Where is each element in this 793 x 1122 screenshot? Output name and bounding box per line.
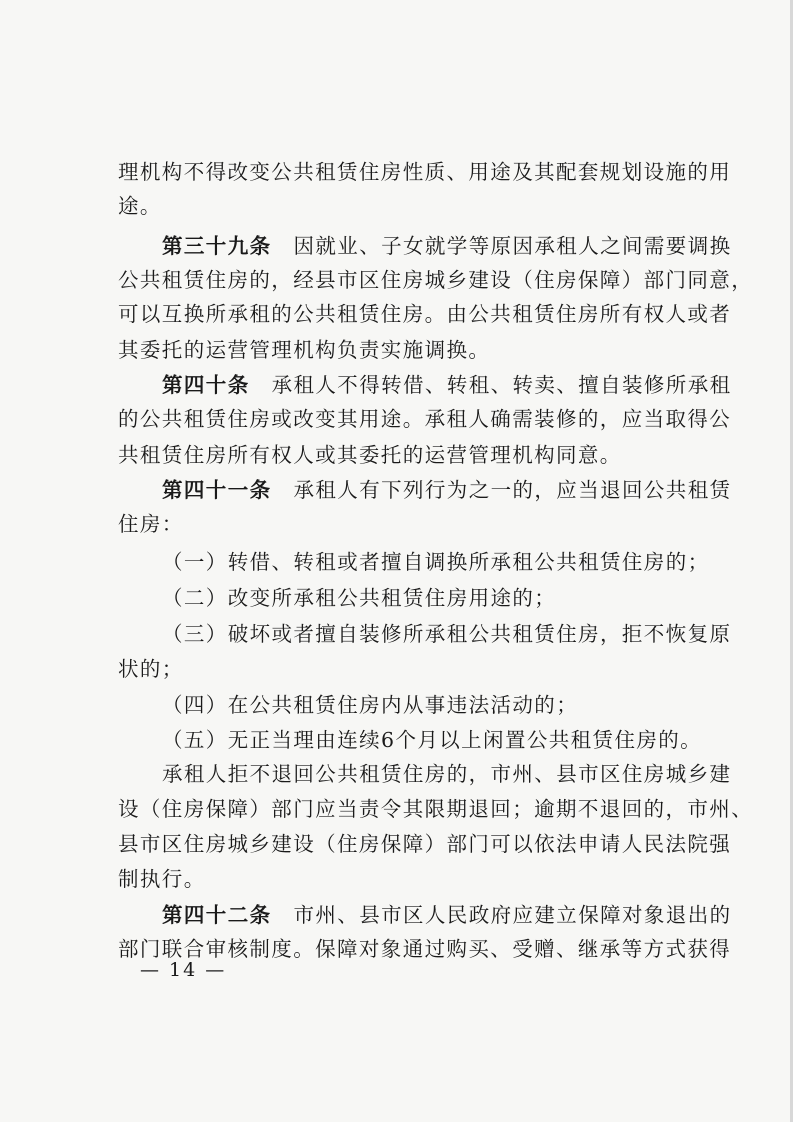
body-line: 共租赁住房所有权人或其委托的运营管理机构同意。	[118, 443, 622, 467]
body-line: 县市区住房城乡建设（住房保障）部门可以依法申请人民法院强	[118, 832, 732, 856]
article-heading: 第三十九条	[162, 234, 272, 258]
article-heading: 第四十二条	[162, 903, 272, 927]
page-number: — 14 —	[140, 959, 227, 981]
list-item: （一）转借、转租或者擅自调换所承租公共租赁住房的；	[162, 550, 710, 574]
list-item: （三）破坏或者擅自装修所承租公共租赁住房，拒不恢复原	[162, 622, 732, 646]
body-line: 住房：	[118, 512, 184, 536]
list-item: （四）在公共租赁住房内从事违法活动的；	[162, 693, 579, 717]
body-line: 公共租赁住房的，经县市区住房城乡建设（住房保障）部门同意，	[118, 268, 754, 292]
article-41-line: 第四十一条 承租人有下列行为之一的，应当退回公共租赁	[162, 478, 732, 502]
body-line: 状的；	[118, 657, 184, 681]
list-item: （二）改变所承租公共租赁住房用途的；	[162, 586, 557, 610]
body-line: 制执行。	[118, 867, 206, 891]
body-line: 部门联合审核制度。保障对象通过购买、受赠、继承等方式获得	[118, 937, 732, 961]
body-line: 其委托的运营管理机构负责实施调换。	[118, 338, 491, 362]
body-line: 的公共租赁住房或改变其用途。承租人确需装修的，应当取得公	[118, 407, 732, 431]
list-item: （五）无正当理由连续6个月以上闲置公共租赁住房的。	[162, 728, 703, 752]
body-line: 承租人拒不退回公共租赁住房的，市州、县市区住房城乡建	[162, 762, 732, 786]
body-line: 可以互换所承租的公共租赁住房。由公共租赁住房所有权人或者	[118, 302, 732, 326]
body-line: 设（住房保障）部门应当责令其限期退回；逾期不退回的，市州、	[118, 797, 754, 821]
article-39-line: 第三十九条 因就业、子女就学等原因承租人之间需要调换	[162, 234, 732, 258]
article-42-line: 第四十二条 市州、县市区人民政府应建立保障对象退出的	[162, 903, 732, 927]
body-line: 途。	[118, 194, 162, 218]
body-line: 理机构不得改变公共租赁住房性质、用途及其配套规划设施的用	[118, 160, 732, 184]
article-heading: 第四十一条	[162, 478, 272, 502]
article-40-line: 第四十条 承租人不得转借、转租、转卖、擅自装修所承租	[162, 373, 732, 397]
article-heading: 第四十条	[162, 373, 250, 397]
